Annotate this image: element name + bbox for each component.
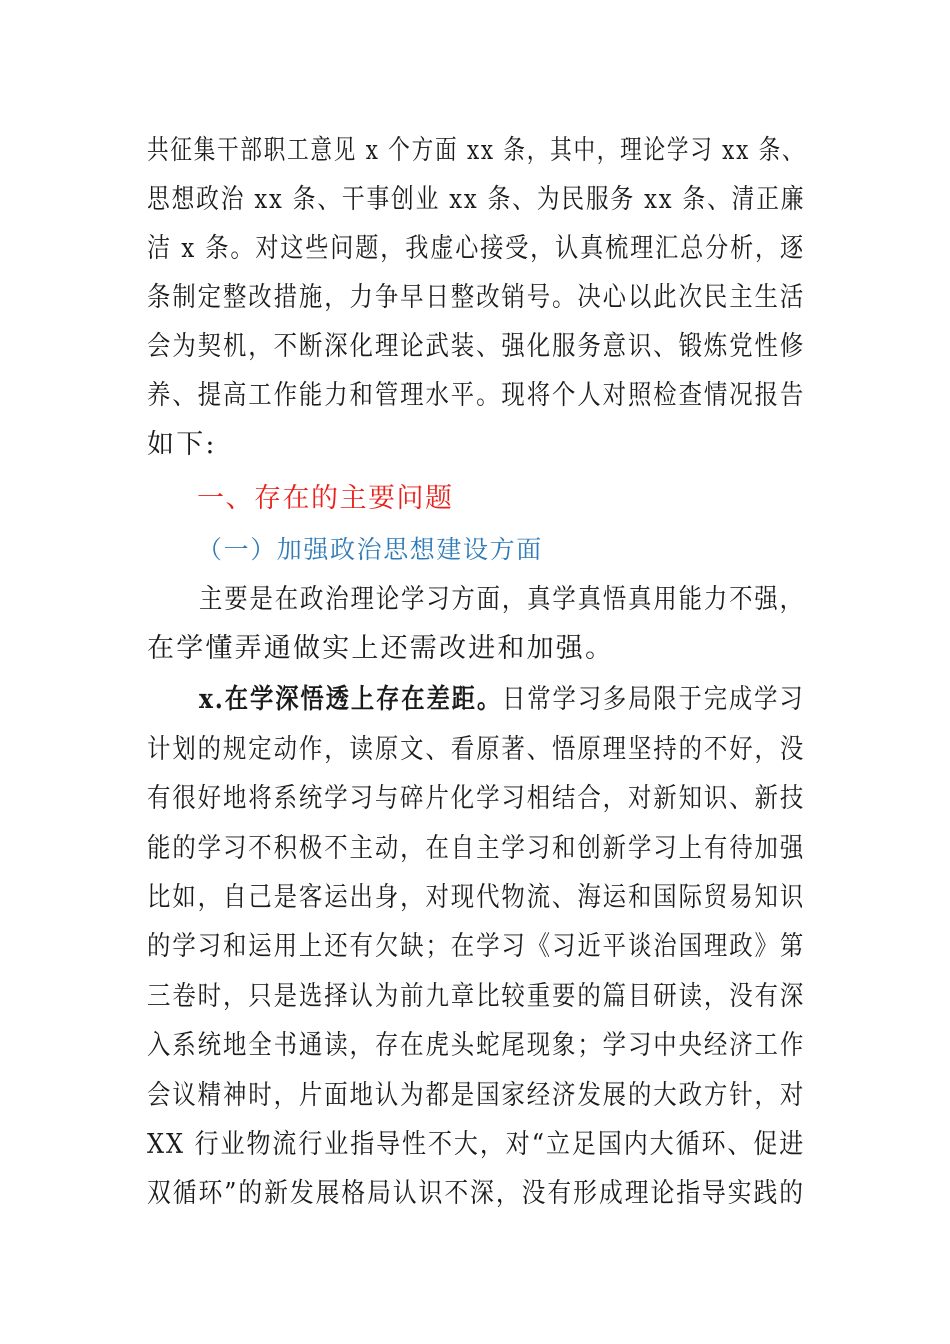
text-line: 在学懂弄通做实上还需改进和加强。 — [147, 633, 615, 664]
text-line: 有很好地将系统学习与碎片化学习相结合，对新知识、新技 — [147, 783, 806, 814]
text-line: 会议精神时，片面地认为都是国家经济发展的大政方针，对 — [147, 1080, 806, 1111]
text-line: 三卷时，只是选择认为前九章比较重要的篇目研读，没有深 — [147, 981, 806, 1012]
text-line: 共征集干部职工意见 x 个方面 xx 条，其中，理论学习 xx 条、 — [147, 135, 806, 166]
point-first-line — [199, 683, 805, 717]
point-first-line-text: 日常学习多局限于完成学习 — [502, 684, 805, 715]
text-line: 思想政治 xx 条、干事创业 xx 条、为民服务 xx 条、清正廉 — [147, 184, 806, 215]
text-line: 的学习和运用上还有欠缺；在学习《习近平谈治国理政》第 — [147, 931, 806, 962]
section-heading: 一、存在的主要问题 — [197, 483, 454, 514]
text-line: 条制定整改措施，力争早日整改销号。决心以此次民主生活 — [147, 282, 806, 313]
text-line: 洁 x 条。对这些问题，我虚心接受，认真梳理汇总分析，逐 — [147, 233, 806, 264]
text-line: 会为契机，不断深化理论武装、强化服务意识、锻炼党性修 — [147, 331, 806, 362]
point-lead: x.在学深悟透上存在差距。 — [199, 684, 503, 715]
text-line: 入系统地全书通读，存在虎头蛇尾现象；学习中央经济工作 — [147, 1030, 806, 1061]
text-line: 比如，自己是客运出身，对现代物流、海运和国际贸易知识 — [147, 882, 806, 913]
text-line: 养、提高工作能力和管理水平。现将个人对照检查情况报告 — [147, 380, 806, 411]
text-line: 能的学习不积极不主动，在自主学习和创新学习上有待加强 — [147, 833, 806, 864]
text-line: 计划的规定动作，读原文、看原著、悟原理坚持的不好，没 — [147, 734, 806, 765]
subsection-heading: （一）加强政治思想建设方面 — [197, 535, 543, 564]
text-line: 双循环”的新发展格局认识不深，没有形成理论指导实践的 — [147, 1178, 805, 1209]
text-line: 如下: — [147, 429, 217, 460]
text-line: XX 行业物流行业指导性不大，对“立足国内大循环、促进 — [147, 1129, 806, 1160]
text-line: 主要是在政治理论学习方面，真学真悟真用能力不强， — [199, 584, 805, 615]
